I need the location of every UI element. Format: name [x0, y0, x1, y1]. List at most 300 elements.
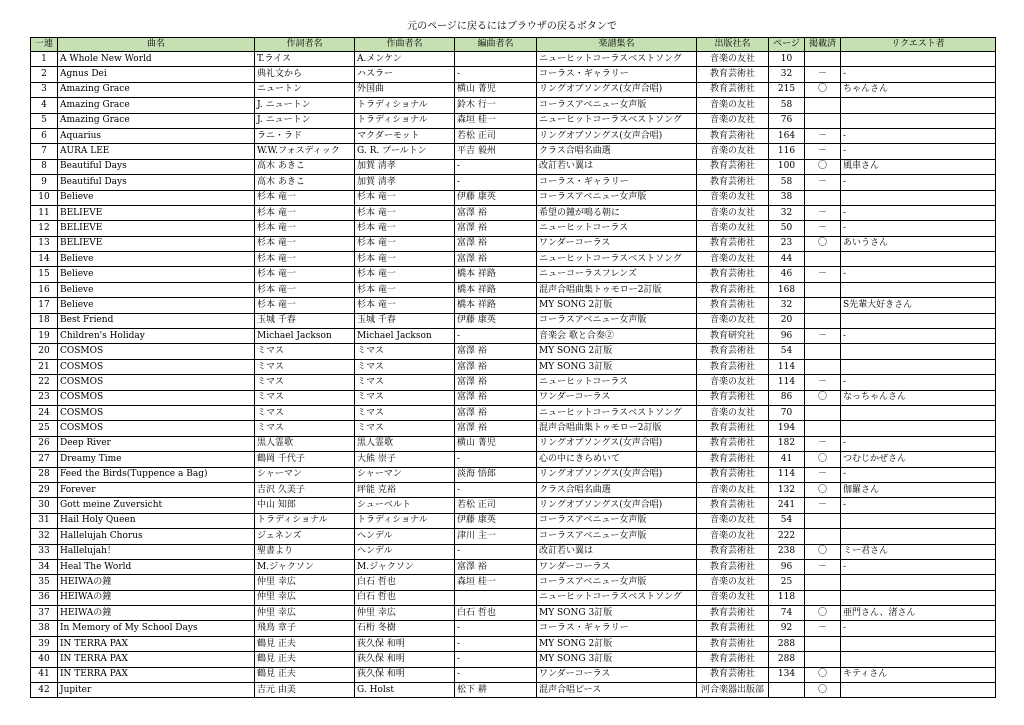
table-row [31, 113, 996, 128]
cell-page: 288 [769, 636, 805, 651]
cell-serial: 34 [31, 559, 58, 574]
cell-listed [805, 636, 841, 651]
cell-page: 222 [769, 529, 805, 544]
cell-composer: 仲里 幸広 [355, 606, 455, 621]
cell-song-title: HEIWAの鐘 [58, 575, 255, 590]
cell-publisher: 教育芸術社 [697, 298, 769, 313]
table-row [31, 559, 996, 574]
cell-page: 288 [769, 652, 805, 667]
table-row [31, 98, 996, 113]
cell-lyricist: 吉元 由美 [255, 683, 355, 698]
cell-page: 25 [769, 575, 805, 590]
cell-lyricist: 杉本 竜一 [255, 282, 355, 297]
table-row [31, 82, 996, 97]
cell-page: 86 [769, 390, 805, 405]
cell-song-title: Jupiter [58, 683, 255, 698]
cell-page: 215 [769, 82, 805, 97]
cell-publisher: 音楽の友社 [697, 252, 769, 267]
table-row [31, 359, 996, 374]
cell-arranger: 富澤 裕 [455, 344, 537, 359]
cell-listed: 〇 [805, 452, 841, 467]
cell-lyricist: 杉本 竜一 [255, 205, 355, 220]
table-row [31, 513, 996, 528]
cell-song-title: Forever [58, 482, 255, 497]
cell-publisher: 教育芸術社 [697, 82, 769, 97]
table-row [31, 529, 996, 544]
cell-song-title: Best Friend [58, 313, 255, 328]
cell-requester: - [841, 621, 996, 636]
cell-publisher: 教育研究社 [697, 329, 769, 344]
cell-publisher: 音楽の友社 [697, 205, 769, 220]
cell-score-collection: 音楽会 歌と合奏② [537, 329, 697, 344]
cell-composer: 黒人霊歌 [355, 436, 455, 451]
cell-score-collection: コーラス・ギャラリー [537, 175, 697, 190]
cell-listed [805, 252, 841, 267]
cell-listed: － [805, 559, 841, 574]
cell-serial: 14 [31, 252, 58, 267]
table-row [31, 344, 996, 359]
cell-song-title: BELIEVE [58, 236, 255, 251]
cell-requester [841, 683, 996, 698]
cell-lyricist: 杉本 竜一 [255, 221, 355, 236]
table-row [31, 221, 996, 236]
cell-arranger: 伊藤 康英 [455, 513, 537, 528]
table-row [31, 405, 996, 420]
cell-score-collection: ワンダーコーラス [537, 559, 697, 574]
cell-score-collection: リングオブソングス(女声合唱) [537, 498, 697, 513]
cell-score-collection: MY SONG 2訂版 [537, 636, 697, 651]
table-row [31, 436, 996, 451]
cell-score-collection: コーラスアベニュー女声版 [537, 575, 697, 590]
cell-publisher: 音楽の友社 [697, 405, 769, 420]
cell-publisher: 教育芸術社 [697, 544, 769, 559]
cell-song-title: IN TERRA PAX [58, 667, 255, 682]
cell-lyricist: Michael Jackson [255, 329, 355, 344]
cell-page: 96 [769, 329, 805, 344]
cell-listed: － [805, 221, 841, 236]
cell-listed: － [805, 498, 841, 513]
cell-publisher: 教育芸術社 [697, 175, 769, 190]
cell-publisher: 教育芸術社 [697, 652, 769, 667]
cell-song-title: Beautiful Days [58, 159, 255, 174]
header-requester: リクエスト者 [841, 38, 996, 52]
cell-arranger: 森垣 桂一 [455, 113, 537, 128]
cell-composer: 杉本 竜一 [355, 298, 455, 313]
cell-song-title: COSMOS [58, 359, 255, 374]
cell-score-collection: コーラスアベニュー女声版 [537, 529, 697, 544]
cell-requester: S先輩大好きさん [841, 298, 996, 313]
table-row [31, 144, 996, 159]
cell-song-title: Gott meine Zuversicht [58, 498, 255, 513]
cell-lyricist: 杉本 竜一 [255, 267, 355, 282]
cell-requester: キティさん [841, 667, 996, 682]
cell-serial: 9 [31, 175, 58, 190]
cell-serial: 26 [31, 436, 58, 451]
cell-page: 241 [769, 498, 805, 513]
cell-composer: 外国曲 [355, 82, 455, 97]
cell-arranger: 橋本 祥路 [455, 298, 537, 313]
cell-serial: 40 [31, 652, 58, 667]
cell-publisher: 音楽の友社 [697, 513, 769, 528]
cell-serial: 22 [31, 375, 58, 390]
cell-listed [805, 52, 841, 67]
cell-composer: ヘンデル [355, 544, 455, 559]
cell-arranger [455, 590, 537, 605]
cell-publisher: 教育芸術社 [697, 636, 769, 651]
cell-composer: 坪能 克裕 [355, 482, 455, 497]
table-row [31, 236, 996, 251]
cell-arranger: 平吉 毅州 [455, 144, 537, 159]
cell-requester [841, 344, 996, 359]
cell-serial: 35 [31, 575, 58, 590]
cell-composer: 加賀 清孝 [355, 175, 455, 190]
cell-song-title: Believe [58, 252, 255, 267]
cell-score-collection: リングオブソングス(女声合唱) [537, 128, 697, 143]
cell-arranger: - [455, 452, 537, 467]
cell-song-title: Hail Holy Queen [58, 513, 255, 528]
cell-page: 38 [769, 190, 805, 205]
cell-composer: 白石 哲也 [355, 575, 455, 590]
table-row [31, 67, 996, 82]
cell-publisher: 教育芸術社 [697, 452, 769, 467]
cell-score-collection: MY SONG 2訂版 [537, 344, 697, 359]
cell-serial: 2 [31, 67, 58, 82]
cell-listed: 〇 [805, 159, 841, 174]
cell-listed [805, 298, 841, 313]
cell-song-title: BELIEVE [58, 205, 255, 220]
cell-page: 58 [769, 98, 805, 113]
cell-requester [841, 282, 996, 297]
cell-song-title: Agnus Dei [58, 67, 255, 82]
cell-score-collection: ニューヒットコーラスベストソング [537, 405, 697, 420]
table-row [31, 652, 996, 667]
cell-page: 54 [769, 344, 805, 359]
cell-requester: - [841, 559, 996, 574]
cell-lyricist: 飛鳥 章子 [255, 621, 355, 636]
table-row [31, 544, 996, 559]
table-row [31, 390, 996, 405]
cell-arranger: 白石 哲也 [455, 606, 537, 621]
cell-serial: 10 [31, 190, 58, 205]
table-row [31, 190, 996, 205]
cell-page: 41 [769, 452, 805, 467]
cell-requester: - [841, 498, 996, 513]
cell-arranger: 伊藤 康英 [455, 313, 537, 328]
cell-arranger: 横山 菁児 [455, 82, 537, 97]
cell-score-collection: ニューヒットコーラス [537, 375, 697, 390]
cell-song-title: A Whole New World [58, 52, 255, 67]
cell-requester [841, 575, 996, 590]
table-row [31, 667, 996, 682]
cell-composer: マクダーモット [355, 128, 455, 143]
cell-page: 96 [769, 559, 805, 574]
cell-composer: ミマス [355, 359, 455, 374]
cell-requester: - [841, 467, 996, 482]
cell-song-title: COSMOS [58, 375, 255, 390]
cell-listed: － [805, 67, 841, 82]
cell-listed: － [805, 144, 841, 159]
table-row [31, 252, 996, 267]
table-row [31, 482, 996, 497]
cell-listed [805, 405, 841, 420]
cell-serial: 42 [31, 683, 58, 698]
cell-arranger: - [455, 159, 537, 174]
cell-composer: ハスラー [355, 67, 455, 82]
cell-publisher: 教育芸術社 [697, 236, 769, 251]
header-publisher: 出版社名 [697, 38, 769, 52]
cell-requester: - [841, 128, 996, 143]
table-row [31, 205, 996, 220]
cell-arranger: - [455, 636, 537, 651]
cell-listed: － [805, 621, 841, 636]
cell-song-title: Believe [58, 267, 255, 282]
cell-arranger: 富澤 裕 [455, 390, 537, 405]
cell-arranger: - [455, 329, 537, 344]
cell-lyricist: ジェネンズ [255, 529, 355, 544]
cell-arranger: 横山 菁児 [455, 436, 537, 451]
cell-publisher: 教育芸術社 [697, 421, 769, 436]
cell-arranger: 富澤 裕 [455, 375, 537, 390]
cell-page: 132 [769, 482, 805, 497]
header-score-collection: 楽譜集名 [537, 38, 697, 52]
cell-arranger: 富澤 裕 [455, 205, 537, 220]
cell-requester: あいうさん [841, 236, 996, 251]
cell-score-collection: コーラスアベニュー女声版 [537, 313, 697, 328]
cell-serial: 13 [31, 236, 58, 251]
cell-serial: 23 [31, 390, 58, 405]
cell-composer: M.ジャクソン [355, 559, 455, 574]
cell-song-title: Deep River [58, 436, 255, 451]
cell-listed: － [805, 205, 841, 220]
cell-publisher: 教育芸術社 [697, 390, 769, 405]
cell-listed: 〇 [805, 606, 841, 621]
cell-listed [805, 98, 841, 113]
cell-score-collection: コーラスアベニュー女声版 [537, 190, 697, 205]
cell-page: 238 [769, 544, 805, 559]
cell-lyricist: 杉本 竜一 [255, 298, 355, 313]
cell-page: 182 [769, 436, 805, 451]
cell-page: 194 [769, 421, 805, 436]
cell-listed: － [805, 329, 841, 344]
cell-page: 114 [769, 467, 805, 482]
cell-song-title: COSMOS [58, 421, 255, 436]
cell-publisher: 教育芸術社 [697, 159, 769, 174]
cell-page: 23 [769, 236, 805, 251]
cell-lyricist: ミマス [255, 344, 355, 359]
table-row [31, 498, 996, 513]
cell-serial: 1 [31, 52, 58, 67]
cell-composer: 玉城 千春 [355, 313, 455, 328]
cell-composer: 杉本 竜一 [355, 205, 455, 220]
cell-lyricist: 杉本 竜一 [255, 190, 355, 205]
cell-lyricist: M.ジャクソン [255, 559, 355, 574]
cell-serial: 19 [31, 329, 58, 344]
cell-score-collection: クラス合唱名曲選 [537, 482, 697, 497]
cell-publisher: 音楽の友社 [697, 98, 769, 113]
table-row [31, 298, 996, 313]
cell-publisher: 音楽の友社 [697, 375, 769, 390]
cell-arranger: 津川 主一 [455, 529, 537, 544]
cell-song-title: Dreamy Time [58, 452, 255, 467]
cell-song-title: Believe [58, 298, 255, 313]
cell-lyricist: J. ニュートン [255, 113, 355, 128]
cell-arranger: 富澤 裕 [455, 221, 537, 236]
cell-song-title: Heal The World [58, 559, 255, 574]
cell-listed [805, 190, 841, 205]
cell-composer: 杉本 竜一 [355, 252, 455, 267]
cell-composer: 杉本 竜一 [355, 236, 455, 251]
table-row [31, 575, 996, 590]
cell-composer: ミマス [355, 421, 455, 436]
cell-serial: 17 [31, 298, 58, 313]
cell-serial: 30 [31, 498, 58, 513]
table-row [31, 452, 996, 467]
cell-page: 46 [769, 267, 805, 282]
page-caption: 元のページに戻るにはブラウザの戻るボタンで [407, 21, 617, 32]
cell-lyricist: ミマス [255, 405, 355, 420]
cell-page: 44 [769, 252, 805, 267]
cell-serial: 33 [31, 544, 58, 559]
cell-publisher: 教育芸術社 [697, 359, 769, 374]
cell-lyricist: ニュートン [255, 82, 355, 97]
cell-lyricist: ミマス [255, 421, 355, 436]
cell-listed [805, 344, 841, 359]
header-page: ページ [769, 38, 805, 52]
cell-composer: G. R. プールトン [355, 144, 455, 159]
table-row [31, 621, 996, 636]
cell-lyricist: 仲里 幸広 [255, 606, 355, 621]
cell-requester [841, 359, 996, 374]
cell-page: 116 [769, 144, 805, 159]
cell-page: 168 [769, 282, 805, 297]
cell-song-title: IN TERRA PAX [58, 636, 255, 651]
cell-lyricist: 杉本 竜一 [255, 252, 355, 267]
header-composer: 作曲者名 [355, 38, 455, 52]
cell-publisher: 教育芸術社 [697, 559, 769, 574]
cell-requester: 風車さん [841, 159, 996, 174]
cell-listed: 〇 [805, 683, 841, 698]
cell-composer: 杉本 竜一 [355, 221, 455, 236]
cell-listed: － [805, 375, 841, 390]
cell-composer: 杉本 竜一 [355, 190, 455, 205]
cell-composer: トラディショナル [355, 98, 455, 113]
cell-requester: つむじかぜさん [841, 452, 996, 467]
cell-arranger: 若松 正司 [455, 498, 537, 513]
cell-requester [841, 421, 996, 436]
cell-arranger: 富澤 裕 [455, 252, 537, 267]
table-row [31, 267, 996, 282]
cell-song-title: Children's Holiday [58, 329, 255, 344]
cell-requester [841, 405, 996, 420]
cell-score-collection: ワンダーコーラス [537, 390, 697, 405]
cell-serial: 32 [31, 529, 58, 544]
cell-lyricist: 黒人霊歌 [255, 436, 355, 451]
cell-page: 92 [769, 621, 805, 636]
header-arranger: 編曲者名 [455, 38, 537, 52]
cell-song-title: COSMOS [58, 344, 255, 359]
cell-score-collection: 混声合唱ピース [537, 683, 697, 698]
cell-listed [805, 282, 841, 297]
cell-serial: 31 [31, 513, 58, 528]
cell-score-collection: ワンダーコーラス [537, 667, 697, 682]
cell-serial: 28 [31, 467, 58, 482]
cell-score-collection: ニューヒットコーラス [537, 221, 697, 236]
cell-requester: - [841, 267, 996, 282]
cell-publisher: 教育芸術社 [697, 621, 769, 636]
cell-composer: トラディショナル [355, 113, 455, 128]
cell-requester: - [841, 67, 996, 82]
cell-serial: 41 [31, 667, 58, 682]
cell-score-collection: MY SONG 2訂版 [537, 298, 697, 313]
cell-serial: 38 [31, 621, 58, 636]
cell-publisher: 音楽の友社 [697, 575, 769, 590]
cell-requester [841, 313, 996, 328]
cell-listed: 〇 [805, 482, 841, 497]
cell-page: 32 [769, 67, 805, 82]
header-song-title: 曲名 [58, 38, 255, 52]
cell-serial: 6 [31, 128, 58, 143]
cell-page: 114 [769, 375, 805, 390]
cell-composer: 杉本 竜一 [355, 267, 455, 282]
cell-serial: 25 [31, 421, 58, 436]
cell-listed [805, 590, 841, 605]
table-row [31, 421, 996, 436]
cell-requester: ちゃんさん [841, 82, 996, 97]
cell-requester: 亜門さん、渚さん [841, 606, 996, 621]
cell-arranger: - [455, 67, 537, 82]
cell-song-title: IN TERRA PAX [58, 652, 255, 667]
cell-requester [841, 190, 996, 205]
cell-arranger: 伊藤 康英 [455, 190, 537, 205]
cell-serial: 18 [31, 313, 58, 328]
cell-song-title: HEIWAの鐘 [58, 606, 255, 621]
header-serial: 一連 [31, 38, 58, 52]
cell-score-collection: MY SONG 3訂版 [537, 359, 697, 374]
header-listed: 掲載済 [805, 38, 841, 52]
cell-arranger [455, 52, 537, 67]
cell-song-title: Beautiful Days [58, 175, 255, 190]
cell-publisher: 教育芸術社 [697, 606, 769, 621]
cell-lyricist: 鶴岡 千代子 [255, 452, 355, 467]
cell-song-title: Hallelujah！ [58, 544, 255, 559]
cell-song-title: In Memory of My School Days [58, 621, 255, 636]
cell-serial: 12 [31, 221, 58, 236]
cell-lyricist: 玉城 千春 [255, 313, 355, 328]
cell-composer: A.メンケン [355, 52, 455, 67]
cell-composer: Michael Jackson [355, 329, 455, 344]
cell-publisher: 音楽の友社 [697, 313, 769, 328]
cell-lyricist: 中山 知郎 [255, 498, 355, 513]
cell-requester [841, 513, 996, 528]
cell-requester: - [841, 329, 996, 344]
cell-song-title: Amazing Grace [58, 82, 255, 97]
cell-serial: 36 [31, 590, 58, 605]
cell-score-collection: コーラスアベニュー女声版 [537, 513, 697, 528]
cell-requester [841, 529, 996, 544]
cell-publisher: 教育芸術社 [697, 667, 769, 682]
cell-score-collection: コーラスアベニュー女声版 [537, 98, 697, 113]
cell-score-collection: 改訂若い翼は [537, 159, 697, 174]
cell-song-title: Feed the Birds(Tuppence a Bag) [58, 467, 255, 482]
cell-requester: - [841, 175, 996, 190]
cell-listed [805, 359, 841, 374]
cell-publisher: 音楽の友社 [697, 52, 769, 67]
cell-song-title: BELIEVE [58, 221, 255, 236]
cell-serial: 37 [31, 606, 58, 621]
cell-requester: - [841, 375, 996, 390]
cell-requester: ミー君さん [841, 544, 996, 559]
cell-publisher: 音楽の友社 [697, 190, 769, 205]
